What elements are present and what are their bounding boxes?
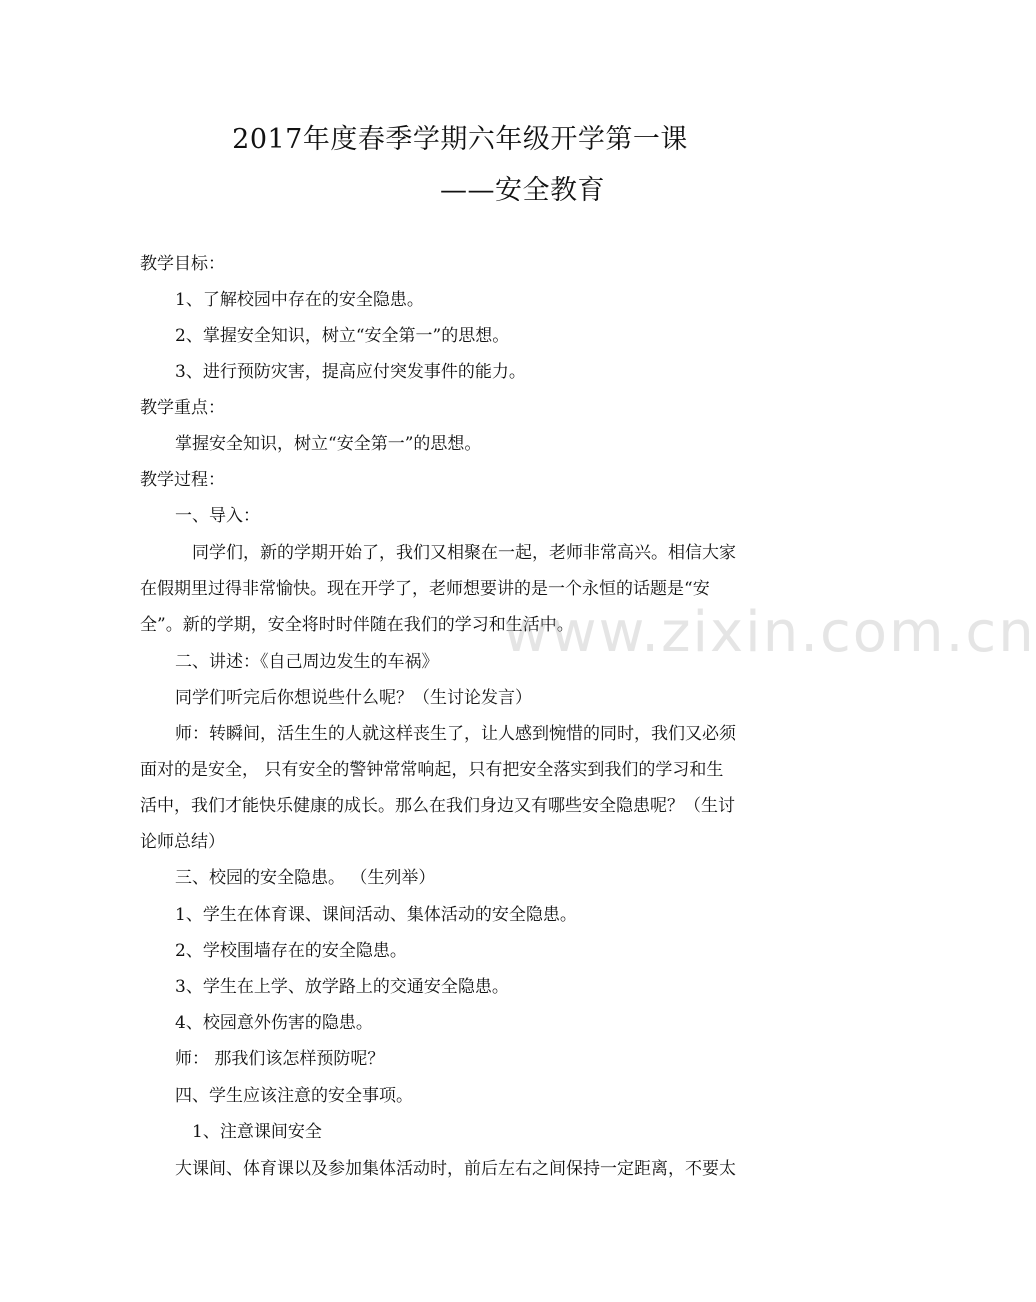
teacher-question: 师： 那我们该怎样预防呢？ <box>175 1049 385 1069</box>
intro-para-line: 全”。新的学期，安全将时时伴随在我们的学习和生活中。 <box>140 615 574 635</box>
intro-para-line: 同学们，新的学期开始了，我们又相聚在一起，老师非常高兴。相信大家 <box>192 543 736 563</box>
hazard-item: 1、学生在体育课、课间活动、集体活动的安全隐患。 <box>175 905 577 925</box>
hazard-item: 4、校园意外伤害的隐患。 <box>175 1013 373 1033</box>
teacher-speech-line: 活中，我们才能快乐健康的成长。那么在我们身边又有哪些安全隐患呢？（生讨 <box>140 796 735 816</box>
document-title: 2017年度春季学期六年级开学第一课 <box>232 124 688 155</box>
discussion-question: 同学们听完后你想说些什么呢？（生讨论发言） <box>175 688 532 708</box>
objectives-heading: 教学目标： <box>140 254 225 274</box>
subsection-heading: 1、注意课间安全 <box>192 1122 322 1142</box>
objective-item: 3、进行预防灾害，提高应付突发事件的能力。 <box>175 362 526 382</box>
section-three-heading: 三、校园的安全隐患。 （生列举） <box>175 868 436 888</box>
hazard-item: 2、学校围墙存在的安全隐患。 <box>175 941 407 961</box>
document-subtitle: ——安全教育 <box>440 175 605 206</box>
focus-text: 掌握安全知识，树立“安全第一”的思想。 <box>175 434 482 454</box>
body-line: 大课间、体育课以及参加集体活动时，前后左右之间保持一定距离，不要太 <box>175 1159 736 1179</box>
objective-item: 2、掌握安全知识，树立“安全第一”的思想。 <box>175 326 510 346</box>
teacher-speech-line: 面对的是安全， 只有安全的警钟常常响起，只有把安全落实到我们的学习和生 <box>140 760 724 780</box>
section-four-heading: 四、学生应该注意的安全事项。 <box>175 1086 413 1106</box>
teacher-speech-line: 论师总结） <box>140 832 225 852</box>
watermark: www.zixin.com.cn <box>503 600 1036 665</box>
objective-item: 1、了解校园中存在的安全隐患。 <box>175 290 424 310</box>
intro-para-line: 在假期里过得非常愉快。现在开学了，老师想要讲的是一个永恒的话题是“安 <box>140 579 710 599</box>
process-heading: 教学过程： <box>140 470 225 490</box>
intro-heading: 一、导入： <box>175 506 260 526</box>
hazard-item: 3、学生在上学、放学路上的交通安全隐患。 <box>175 977 509 997</box>
focus-heading: 教学重点： <box>140 398 225 418</box>
teacher-speech-line: 师：转瞬间，活生生的人就这样丧生了，让人感到惋惜的同时，我们又必须 <box>175 724 736 744</box>
section-two-heading: 二、讲述：《自己周边发生的车祸》 <box>175 652 439 672</box>
